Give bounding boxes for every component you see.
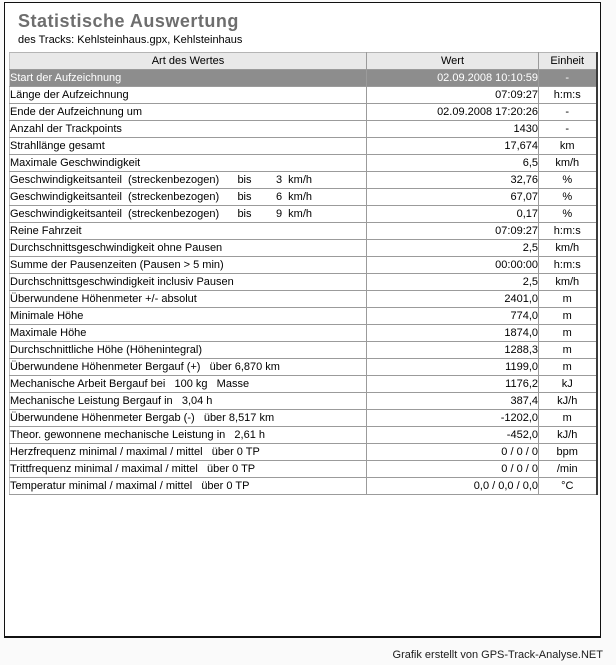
- row-unit: kJ/h: [539, 393, 597, 410]
- row-unit: h:m:s: [539, 223, 597, 240]
- row-label: Durchschnittliche Höhe (Höhenintegral): [10, 342, 367, 359]
- footer-credit: Grafik erstellt von GPS-Track-Analyse.NET: [392, 649, 603, 661]
- row-unit: /min: [539, 461, 597, 478]
- stats-table-body: [10, 70, 597, 495]
- table-header-row: [10, 53, 597, 70]
- row-value: 2,5: [367, 240, 539, 257]
- row-unit: m: [539, 291, 597, 308]
- table-row[interactable]: [10, 376, 597, 393]
- column-header-art-des-wertes: Art des Wertes: [10, 53, 367, 70]
- row-label: Temperatur minimal / maximal / mittel über 0 TP: [10, 478, 367, 495]
- row-unit: bpm: [539, 444, 597, 461]
- row-unit: -: [539, 121, 597, 138]
- table-row[interactable]: [10, 257, 597, 274]
- table-row[interactable]: [10, 410, 597, 427]
- row-label: Anzahl der Trackpoints: [10, 121, 367, 138]
- table-row[interactable]: [10, 172, 597, 189]
- row-unit: km/h: [539, 155, 597, 172]
- row-value: 0,17: [367, 206, 539, 223]
- row-label: Überwundene Höhenmeter Bergab (-) über 8,517 km: [10, 410, 367, 427]
- row-label: Start der Aufzeichnung: [10, 70, 367, 87]
- table-row[interactable]: [10, 427, 597, 444]
- row-unit: m: [539, 308, 597, 325]
- table-row[interactable]: [10, 104, 597, 121]
- row-value: 67,07: [367, 189, 539, 206]
- row-unit: h:m:s: [539, 87, 597, 104]
- column-header-einheit: Einheit: [539, 53, 597, 70]
- row-value: 0,0 / 0,0 / 0,0: [367, 478, 539, 495]
- row-value: -452,0: [367, 427, 539, 444]
- row-label: Mechanische Arbeit Bergauf bei 100 kg Masse: [10, 376, 367, 393]
- row-label: Reine Fahrzeit: [10, 223, 367, 240]
- row-value: 32,76: [367, 172, 539, 189]
- row-value: 02.09.2008 10:10:59: [367, 70, 539, 87]
- row-value: 1874,0: [367, 325, 539, 342]
- row-label: Geschwindigkeitsanteil (streckenbezogen) bis 3 km/h: [10, 172, 367, 189]
- table-row[interactable]: [10, 291, 597, 308]
- table-row[interactable]: [10, 240, 597, 257]
- row-unit: m: [539, 359, 597, 376]
- row-label: Maximale Höhe: [10, 325, 367, 342]
- row-label: Geschwindigkeitsanteil (streckenbezogen) bis 9 km/h: [10, 206, 367, 223]
- row-value: -1202,0: [367, 410, 539, 427]
- row-value: 1176,2: [367, 376, 539, 393]
- row-value: 17,674: [367, 138, 539, 155]
- report-window: [4, 2, 601, 638]
- table-row[interactable]: [10, 325, 597, 342]
- table-row[interactable]: [10, 70, 597, 87]
- row-label: Minimale Höhe: [10, 308, 367, 325]
- row-value: 2,5: [367, 274, 539, 291]
- row-unit: km/h: [539, 274, 597, 291]
- table-row[interactable]: [10, 308, 597, 325]
- row-unit: %: [539, 206, 597, 223]
- row-value: 6,5: [367, 155, 539, 172]
- page-title: Statistische Auswertung: [18, 11, 239, 31]
- row-value: 1430: [367, 121, 539, 138]
- row-label: Theor. gewonnene mechanische Leistung in 2,61 h: [10, 427, 367, 444]
- row-value: 0 / 0 / 0: [367, 444, 539, 461]
- column-header-wert: Wert: [367, 53, 539, 70]
- stats-table: [9, 52, 598, 495]
- row-label: Ende der Aufzeichnung um: [10, 104, 367, 121]
- table-row[interactable]: [10, 87, 597, 104]
- table-row[interactable]: [10, 342, 597, 359]
- row-label: Überwundene Höhenmeter +/- absolut: [10, 291, 367, 308]
- row-unit: -: [539, 70, 597, 87]
- row-label: Länge der Aufzeichnung: [10, 87, 367, 104]
- row-label: Durchschnittsgeschwindigkeit ohne Pausen: [10, 240, 367, 257]
- row-value: 387,4: [367, 393, 539, 410]
- row-unit: %: [539, 189, 597, 206]
- row-unit: h:m:s: [539, 257, 597, 274]
- table-row[interactable]: [10, 393, 597, 410]
- row-value: 1288,3: [367, 342, 539, 359]
- table-row[interactable]: [10, 138, 597, 155]
- row-label: Trittfrequenz minimal / maximal / mittel über 0 TP: [10, 461, 367, 478]
- row-unit: km: [539, 138, 597, 155]
- row-unit: °C: [539, 478, 597, 495]
- row-unit: -: [539, 104, 597, 121]
- row-unit: kJ/h: [539, 427, 597, 444]
- row-value: 2401,0: [367, 291, 539, 308]
- row-value: 00:00:00: [367, 257, 539, 274]
- table-row[interactable]: [10, 359, 597, 376]
- row-label: Strahllänge gesamt: [10, 138, 367, 155]
- row-label: Geschwindigkeitsanteil (streckenbezogen) bis 6 km/h: [10, 189, 367, 206]
- table-row[interactable]: [10, 121, 597, 138]
- row-label: Maximale Geschwindigkeit: [10, 155, 367, 172]
- table-row[interactable]: [10, 478, 597, 495]
- row-unit: m: [539, 410, 597, 427]
- table-row[interactable]: [10, 206, 597, 223]
- row-value: 07:09:27: [367, 87, 539, 104]
- row-unit: kJ: [539, 376, 597, 393]
- track-subtitle: des Tracks: Kehlsteinhaus.gpx, Kehlsteinhaus: [18, 34, 243, 46]
- table-row[interactable]: [10, 444, 597, 461]
- table-row[interactable]: [10, 461, 597, 478]
- row-value: 07:09:27: [367, 223, 539, 240]
- row-label: Herzfrequenz minimal / maximal / mittel über 0 TP: [10, 444, 367, 461]
- table-row[interactable]: [10, 274, 597, 291]
- row-unit: km/h: [539, 240, 597, 257]
- table-row[interactable]: [10, 223, 597, 240]
- row-label: Mechanische Leistung Bergauf in 3,04 h: [10, 393, 367, 410]
- table-row[interactable]: [10, 155, 597, 172]
- row-label: Durchschnittsgeschwindigkeit inclusiv Pausen: [10, 274, 367, 291]
- row-unit: m: [539, 325, 597, 342]
- row-value: 0 / 0 / 0: [367, 461, 539, 478]
- row-label: Summe der Pausenzeiten (Pausen > 5 min): [10, 257, 367, 274]
- row-value: 02.09.2008 17:20:26: [367, 104, 539, 121]
- row-value: 1199,0: [367, 359, 539, 376]
- row-unit: %: [539, 172, 597, 189]
- row-unit: m: [539, 342, 597, 359]
- row-label: Überwundene Höhenmeter Bergauf (+) über 6,870 km: [10, 359, 367, 376]
- row-value: 774,0: [367, 308, 539, 325]
- table-row[interactable]: [10, 189, 597, 206]
